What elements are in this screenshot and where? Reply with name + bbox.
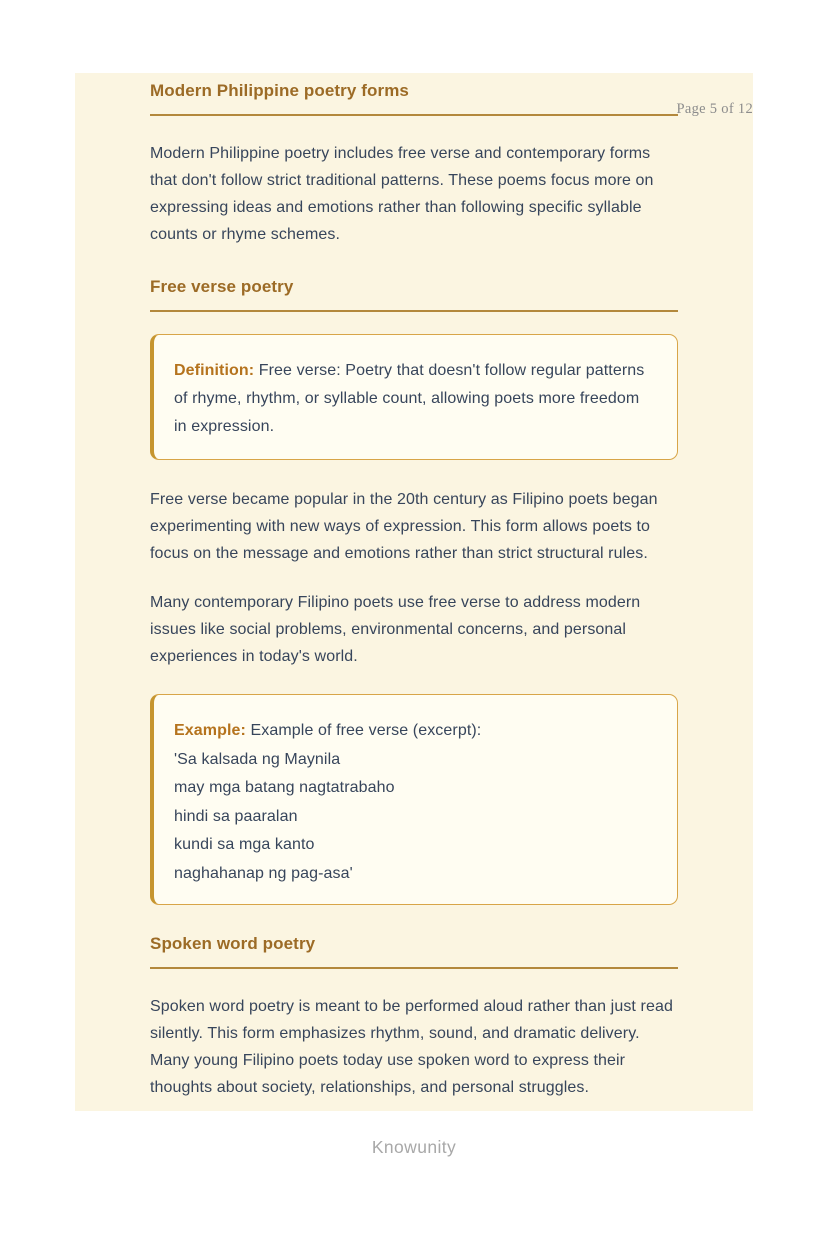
example-label: Example: (174, 722, 246, 739)
section-heading: Free verse poetry (150, 277, 294, 296)
poem-line: hindi sa paaralan (174, 807, 298, 825)
poem-line: naghahanap ng pag-asa' (174, 864, 353, 882)
definition-callout (150, 334, 678, 460)
example-intro: Example of free verse (excerpt): (250, 722, 482, 739)
section-spoken-word-poetry (150, 933, 678, 969)
section-free-verse-poetry (150, 276, 678, 312)
paragraph: Many contemporary Filipino poets use free verse to address modern issues like social problems, environmental concerns, and personal experiences in today's world. (150, 594, 641, 665)
section-heading: Modern Philippine poetry forms (150, 81, 409, 100)
poem-line: may mga batang nagtatrabaho (174, 779, 395, 796)
document-sheet (75, 73, 753, 1111)
example-callout (150, 694, 678, 905)
section-heading: Spoken word poetry (150, 934, 316, 953)
section-modern-philippine-poetry-forms (150, 80, 678, 116)
definition-text (174, 357, 651, 441)
example-intro-line (174, 717, 651, 746)
heading-rule-divider (150, 310, 678, 312)
definition-body: Free verse: Poetry that doesn't follow regular patterns of rhyme, rhythm, or syllable count, allowing poets more freedom in expression. (174, 362, 645, 435)
paragraph: Modern Philippine poetry includes free verse and contemporary forms that don't follow strict traditional patterns. These poems focus more on expressing ideas and emotions rather than following specific syllable counts or rhyme schemes. (150, 145, 654, 243)
paragraph: Free verse became popular in the 20th century as Filipino poets began experimenting with new ways of expression. This form allows poets to focus on the message and emotions rather than strict structural rules. (150, 491, 658, 562)
page-indicator: Page 5 of 12 (676, 101, 753, 117)
footer-brand: Knowunity (371, 1137, 457, 1157)
paragraph: Spoken word poetry is meant to be performed aloud rather than just read silently. This form emphasizes rhythm, sound, and dramatic delivery. Many young Filipino poets today use spoken word to express their thoughts about society, relationships, and personal struggles. (150, 998, 673, 1096)
poem-line: 'Sa kalsada ng Maynila (174, 750, 341, 768)
poem-line: kundi sa mga kanto (174, 836, 315, 853)
heading-rule-divider (150, 967, 678, 969)
definition-label: Definition: (174, 362, 255, 379)
heading-rule-divider (150, 114, 678, 116)
